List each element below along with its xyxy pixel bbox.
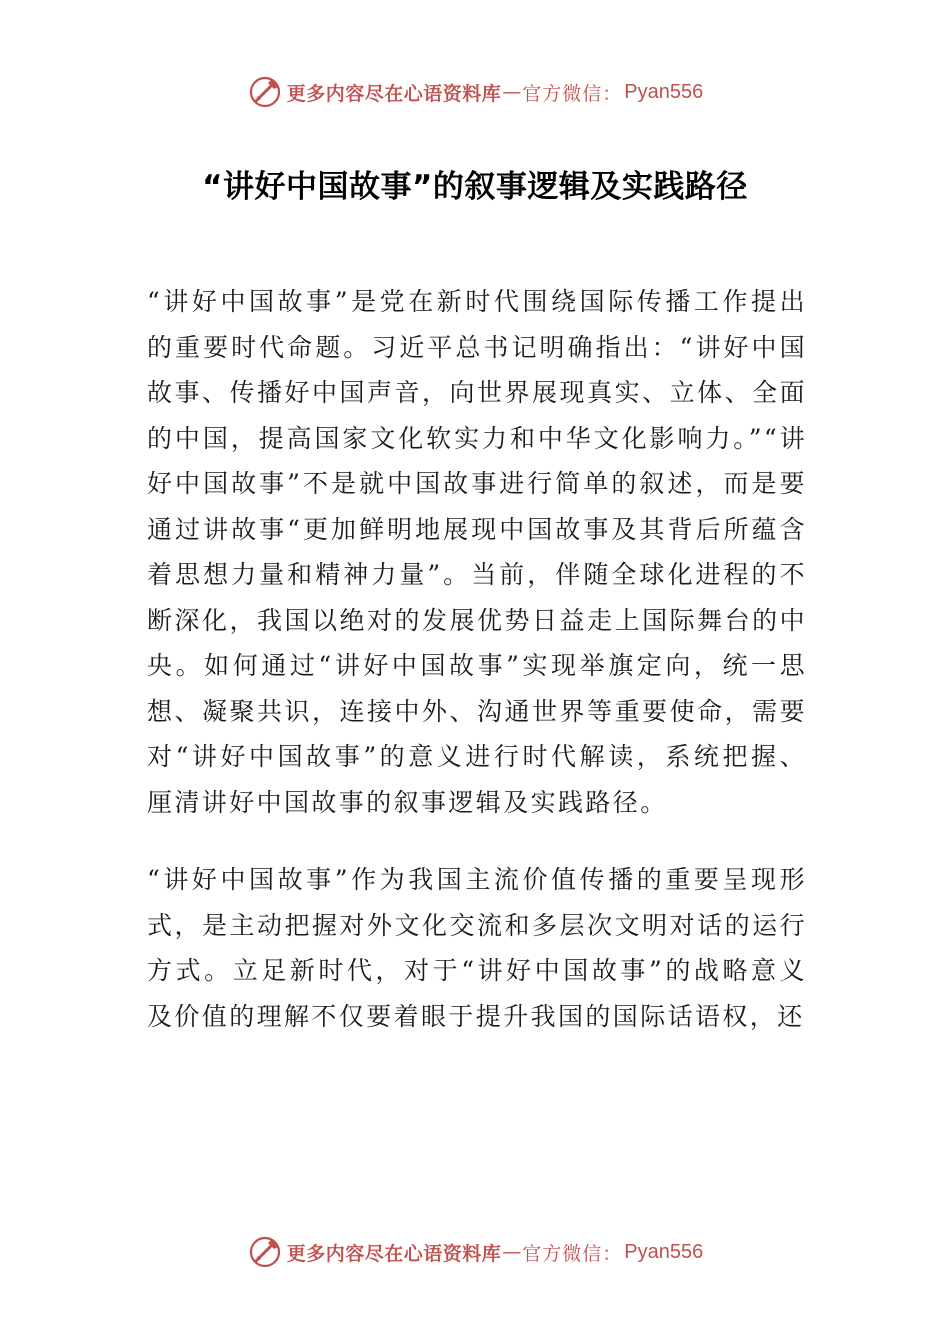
body-paragraph-2: “讲好中国故事”作为我国主流价值传播的重要呈现形式，是主动把握对外文化交流和多层次文明对话的运行方式。立足新时代，对于“讲好中国故事”的战略意义及价值的理解不仅要着眼于提升我国的国际话语权，还 [147, 865, 807, 1031]
document-title: “讲好中国故事”的叙事逻辑及实践路径 [202, 169, 748, 205]
header-wechat-id: Pyan556 [624, 80, 704, 103]
pen-logo-icon [247, 1234, 283, 1270]
body-paragraph-1: “讲好中国故事”是党在新时代围绕国际传播工作提出的重要时代命题。习近平总书记明确指出：“讲好中国故事、传播好中国声音，向世界展现真实、立体、全面的中国，提高国家文化软实力和中华文化影响力。”“讲好中国故事”不是就中国故事进行简单的叙述，而是要通过讲故事“更加鲜明地展现中国故事及其背后所蕴含着思想力量和精神力量”。当前，伴随全球化进程的不断深化，我国以绝对的发展优势日益走上国际舞台的中央。如何通过“讲好中国故事”实现举旗定向，统一思想、凝聚共识，连接中外、沟通世界等重要使命，需要对“讲好中国故事”的意义进行时代解读，系统把握、厘清讲好中国故事的叙事逻辑及实践路径。 [147, 287, 807, 817]
footer-banner-dash: — [502, 1241, 522, 1263]
header-banner [0, 72, 950, 112]
header-wechat-label: 官方微信： [522, 82, 623, 105]
footer-wechat-label: 官方微信： [522, 1242, 623, 1265]
footer-wechat-id: Pyan556 [624, 1240, 704, 1263]
pen-logo-icon [247, 74, 283, 110]
footer-banner-text: 更多内容尽在心语资料库 [286, 1242, 502, 1265]
header-banner-dash: — [502, 81, 522, 103]
footer-banner [0, 1232, 950, 1272]
header-banner-text: 更多内容尽在心语资料库 [286, 82, 502, 105]
